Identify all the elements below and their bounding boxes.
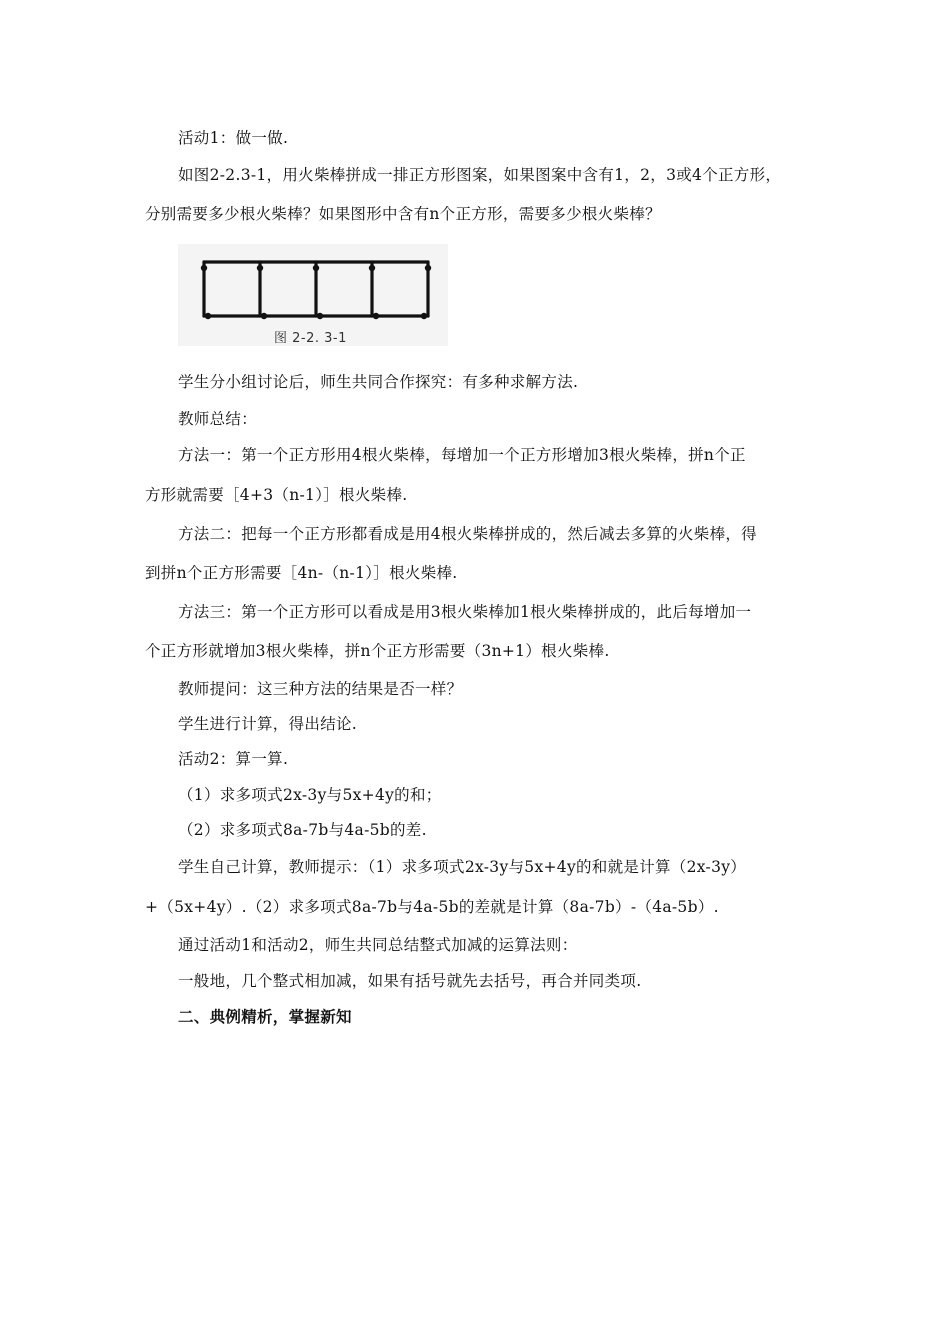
paragraph: （2）求多项式8a-7b与4a-5b的差. <box>178 821 427 839</box>
paragraph: 教师提问：这三种方法的结果是否一样？ <box>178 680 463 698</box>
paragraph: 方法三：第一个正方形可以看成是用3根火柴棒加1根火柴棒拼成的，此后每增加一 <box>178 603 752 621</box>
paragraph: 分别需要多少根火柴棒？如果图形中含有n个正方形，需要多少根火柴棒？ <box>145 205 661 223</box>
paragraph: 学生进行计算，得出结论. <box>178 715 358 733</box>
paragraph: 学生自己计算，教师提示：（1）求多项式2x-3y与5x+4y的和就是计算（2x-3y） <box>178 858 747 876</box>
paragraph: 方法二：把每一个正方形都看成是用4根火柴棒拼成的，然后减去多算的火柴棒，得 <box>178 525 757 543</box>
paragraph: 教师总结： <box>178 410 258 428</box>
figure-caption: 图 2-2. 3-1 <box>274 331 347 346</box>
paragraph: 活动2：算一算. <box>178 750 289 768</box>
paragraph: 方形就需要［4+3（n-1）］根火柴棒. <box>145 486 408 504</box>
paragraph: 活动1：做一做. <box>178 129 289 147</box>
paragraph: 方法一：第一个正方形用4根火柴棒，每增加一个正方形增加3根火柴棒，拼n个正 <box>178 446 746 464</box>
paragraph: 如图2-2.3-1，用火柴棒拼成一排正方形图案，如果图案中含有1，2，3或4个正方形， <box>178 166 782 184</box>
paragraph: 学生分小组讨论后，师生共同合作探究：有多种求解方法. <box>178 373 579 391</box>
matchstick-figure <box>178 244 448 346</box>
paragraph: 一般地，几个整式相加减，如果有括号就先去括号，再合并同类项. <box>178 972 642 990</box>
paragraph: +（5x+4y）.（2）求多项式8a-7b与4a-5b的差就是计算（8a-7b）-（4a-5b）. <box>145 898 719 916</box>
paragraph: 到拼n个正方形需要［4n-（n-1）］根火柴棒. <box>145 564 458 582</box>
paragraph: 通过活动1和活动2，师生共同总结整式加减的运算法则： <box>178 936 578 954</box>
section-heading: 二、典例精析，掌握新知 <box>178 1008 352 1026</box>
paragraph: （1）求多项式2x-3y与5x+4y的和； <box>178 786 442 804</box>
paragraph: 个正方形就增加3根火柴棒，拼n个正方形需要（3n+1）根火柴棒. <box>145 642 610 660</box>
